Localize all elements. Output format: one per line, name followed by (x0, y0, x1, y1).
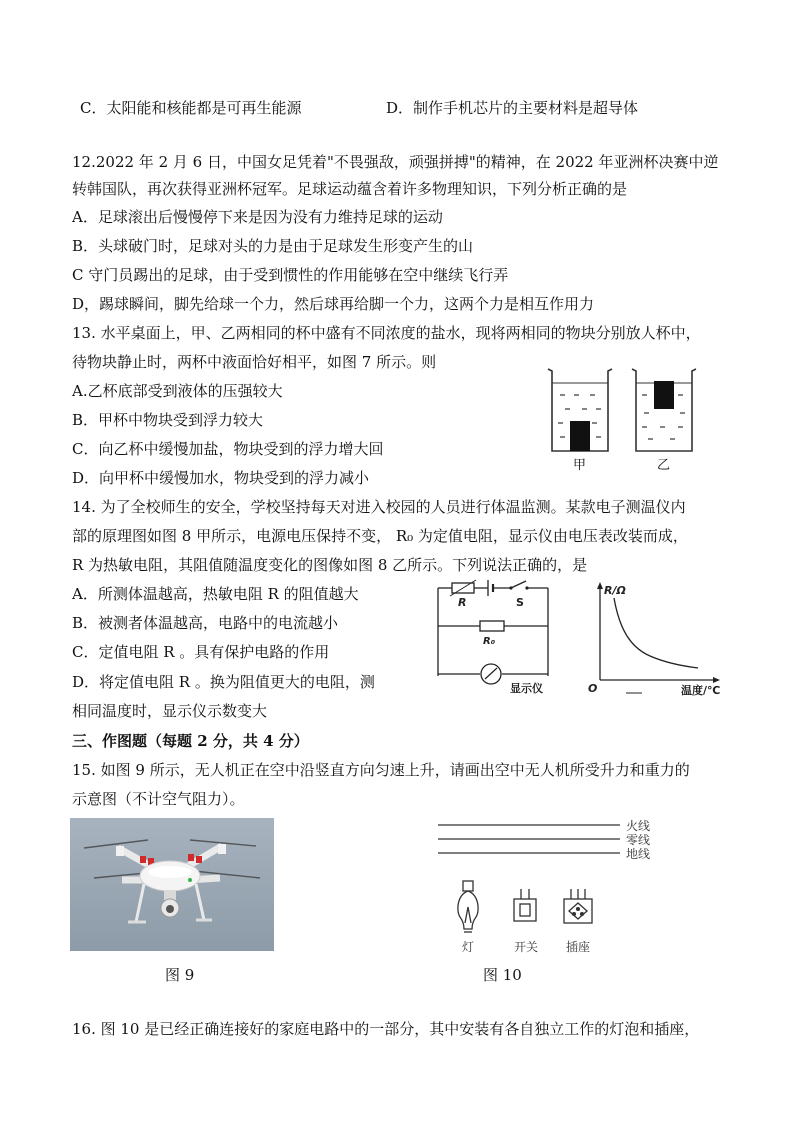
q16-stem-line1: 16. 图 10 是已经正确连接好的家庭电路中的一部分，其中安装有各自独立工作的灯泡和插座， (72, 1020, 700, 1038)
label-fire-line: 火线 (626, 819, 651, 833)
q14-option-d-line2: 相同温度时，显示仪示数变大 (72, 702, 268, 720)
figure-9-drone-photo (70, 818, 274, 951)
label-ground-line: 地线 (626, 847, 651, 861)
label-switch: 开关 (514, 940, 539, 954)
graph-origin: O (588, 682, 598, 695)
q12-option-c: C 守门员踢出的足球，由于受到惯性的作用能够在空中继续飞行弄 (72, 266, 509, 284)
figure-10-caption: 图 10 (483, 966, 522, 984)
q11-option-d: D．制作手机芯片的主要材料是超导体 (386, 99, 639, 117)
graph-curve (614, 598, 698, 668)
q12-stem-line2: 转韩国队，再次获得亚洲杯冠军。足球运动蕴含着许多物理知识，下列分析正确的是 (72, 180, 628, 198)
figure-9-caption: 图 9 (165, 966, 195, 984)
switch-icon (514, 889, 536, 921)
q14-option-a: A．所测体温越高，热敏电阻 R 的阻值越大 (72, 585, 359, 603)
label-yi: 乙 (657, 458, 671, 473)
beaker-yi (632, 369, 696, 451)
label-jia: 甲 (573, 458, 587, 473)
figure-8-circuit (430, 578, 560, 696)
q14-stem-line1: 14. 为了全校师生的安全，学校坚持每天对进入校园的人员进行体温监测。某款电子测温仪内 (72, 498, 686, 516)
q14-stem-line2: 部的原理图如图 8 甲所示，电源电压保持不变， R₀ 为定值电阻，显示仪由电压表改装而成， (72, 527, 688, 545)
q13-stem-line2: 待物块静止时，两杯中液面恰好相平，如图 7 所示。则 (72, 353, 437, 371)
q12-option-a: A．足球滚出后慢慢停下来是因为没有力维持足球的运动 (72, 208, 443, 226)
q13-option-b: B．甲杯中物块受到浮力较大 (72, 411, 264, 429)
graph-ylabel: R/Ω (604, 584, 626, 597)
q14-option-d-line1: D．将定值电阻 R 。换为阻值更大的电阻，测 (72, 673, 375, 691)
label-zero-line: 零线 (626, 833, 651, 847)
q14-option-c: C．定值电阻 R 。具有保护电路的作用 (72, 643, 330, 661)
q14-option-b: B．被测者体温越高，电路中的电流越小 (72, 614, 339, 632)
fixed-resistor-r0 (480, 621, 504, 631)
label-r: R (458, 596, 467, 609)
section-3-title: 三、作图题（每题 2 分，共 4 分） (72, 732, 309, 750)
label-lamp: 灯 (462, 940, 475, 954)
q15-stem-line2: 示意图（不计空气阻力）。 (72, 790, 245, 808)
label-meter: 显示仪 (510, 682, 543, 695)
q12-option-d: D，踢球瞬间，脚先给球一个力，然后球再给脚一个力，这两个力是相互作用力 (72, 295, 595, 313)
label-r0: R₀ (483, 636, 496, 647)
q13-option-d: D．向甲杯中缓慢加水，物块受到的浮力减小 (72, 469, 370, 487)
block-jia (570, 421, 590, 451)
q15-stem-line1: 15. 如图 9 所示，无人机正在空中沿竖直方向匀速上升，请画出空中无人机所受升力和重力的 (72, 761, 690, 779)
q13-stem-line1: 13. 水平桌面上，甲、乙两相同的杯中盛有不同浓度的盐水，现将两相同的物块分别放人杯中， (72, 324, 701, 342)
figure-7-beakers (540, 365, 720, 475)
label-socket: 插座 (566, 940, 591, 954)
graph-xlabel: 温度/℃ (681, 684, 721, 697)
beaker-jia (548, 369, 612, 451)
q13-option-a: A.乙杯底部受到液体的压强较大 (72, 382, 283, 400)
label-s: S (516, 596, 524, 609)
figure-8-graph (586, 580, 756, 698)
socket-icon (564, 889, 592, 923)
lamp-icon (458, 881, 478, 932)
q11-option-c: C．太阳能和核能都是可再生能源 (80, 99, 302, 117)
q12-option-b: B．头球破门时，足球对头的力是由于足球发生形变产生的山 (72, 237, 474, 255)
q14-stem-line3: R 为热敏电阻，其阻值随温度变化的图像如图 8 乙所示。下列说法正确的，是 (72, 556, 588, 574)
switch-symbol (511, 581, 526, 588)
block-yi (654, 381, 674, 409)
q13-option-c: C．向乙杯中缓慢加盐，物块受到的浮力增大回 (72, 440, 384, 458)
figure-10-household-circuit (430, 815, 670, 960)
q12-stem-line1: 12.2022 年 2 月 6 日，中国女足凭着"不畏强敌，顽强拼搏"的精神，在 2022 年亚洲杯决赛中逆 (72, 153, 719, 171)
